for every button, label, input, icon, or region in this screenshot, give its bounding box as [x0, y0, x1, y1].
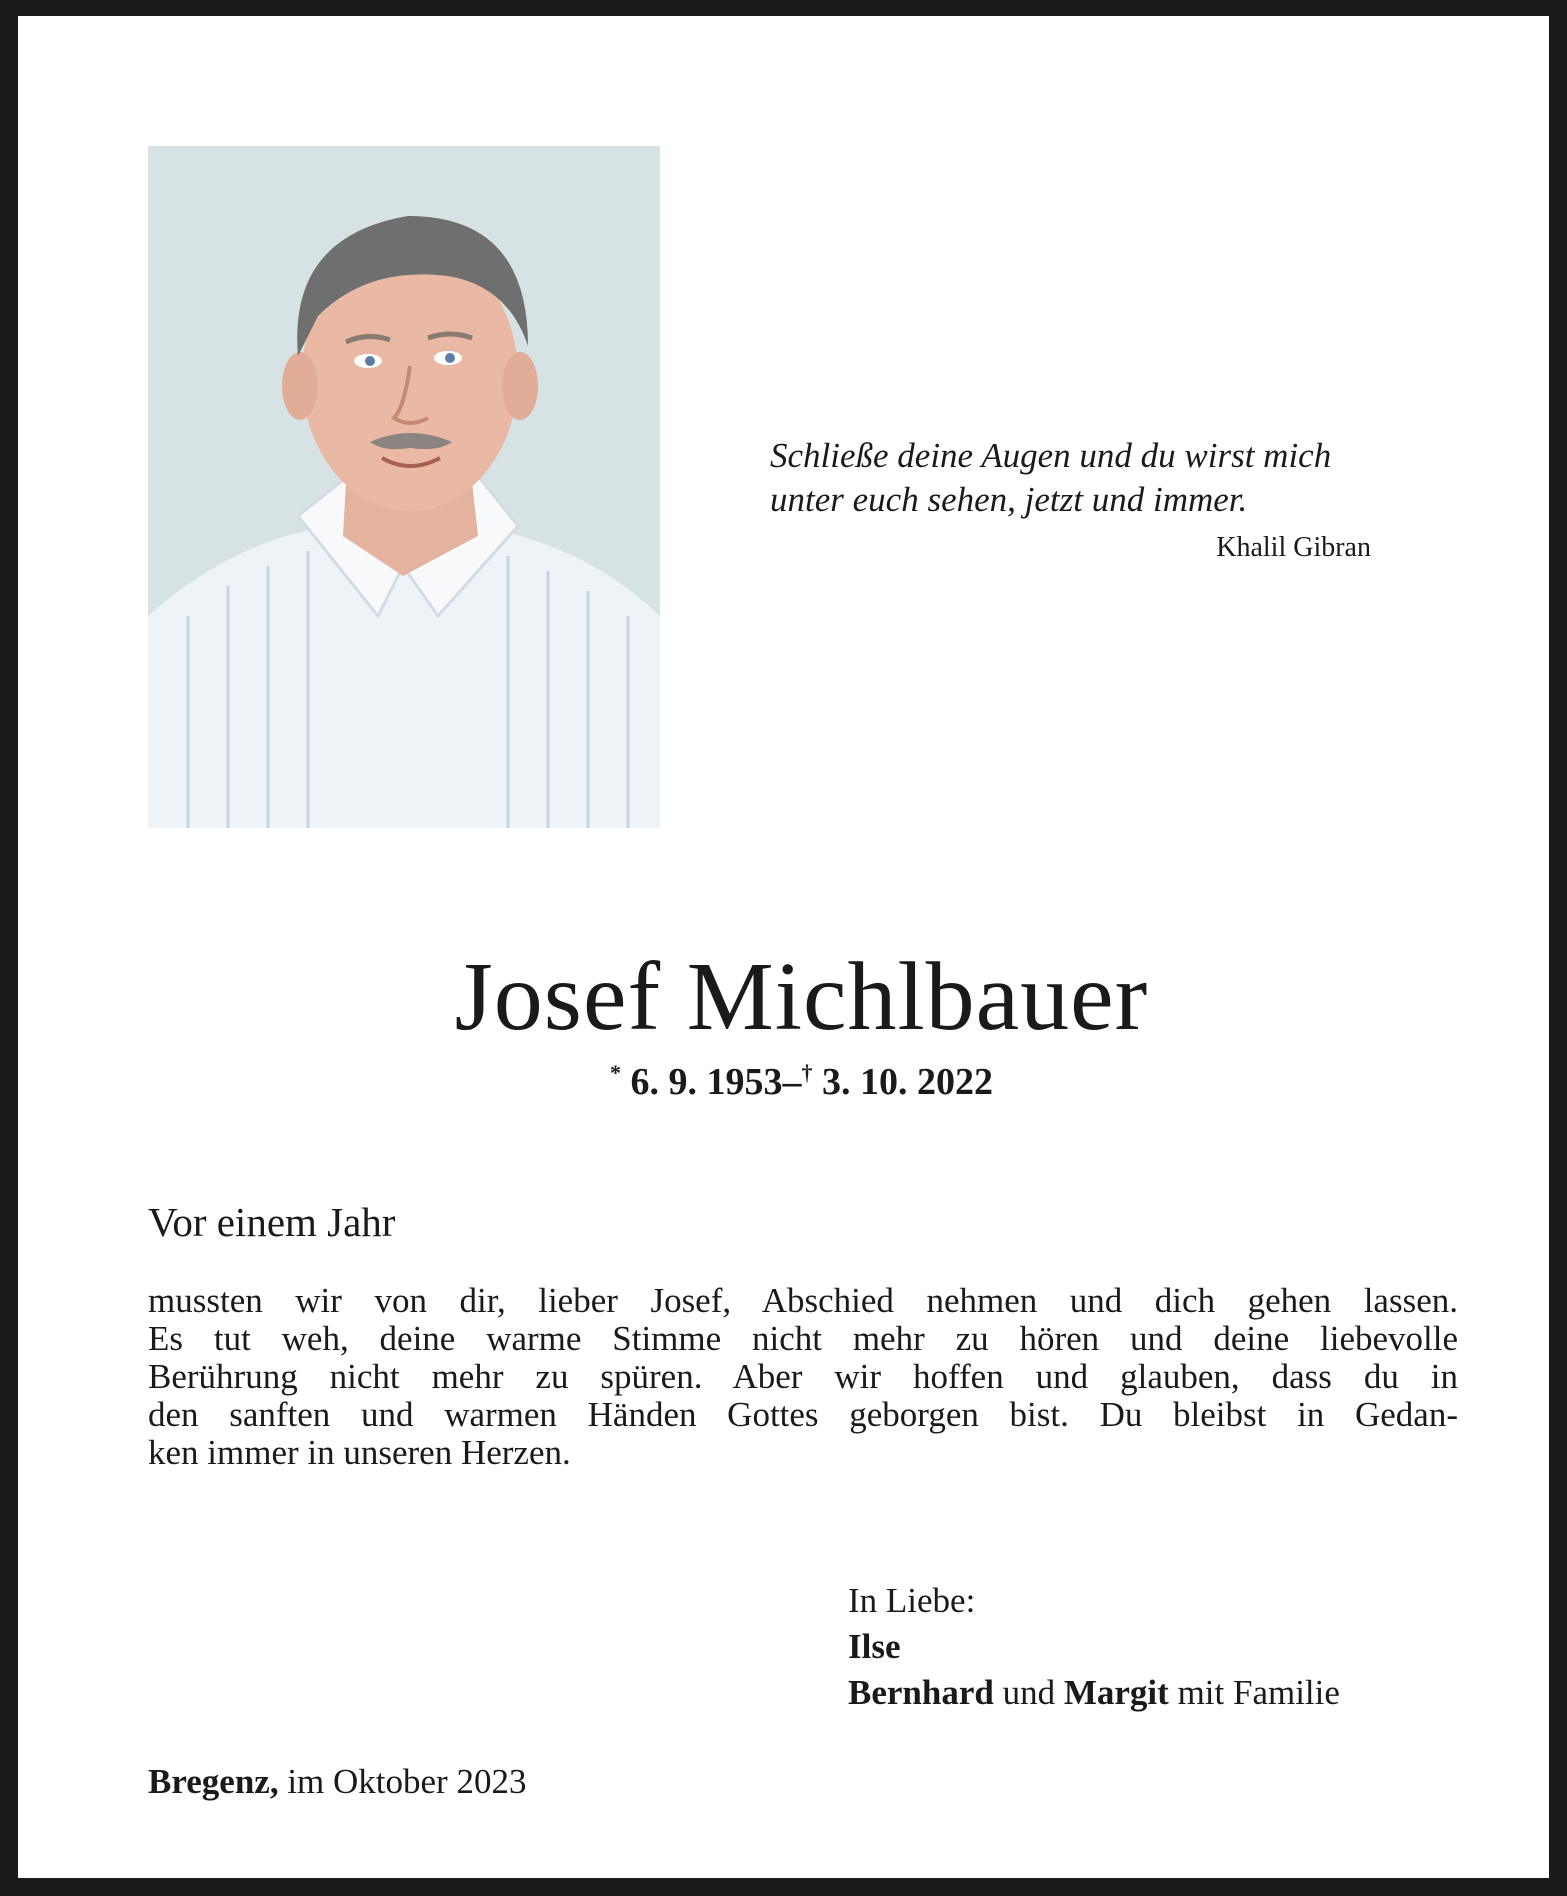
signoff-connector: und — [1002, 1673, 1056, 1712]
message-line-1: mussten wir von dir, lieber Josef, Abschied nehmen und dich gehen lassen. — [148, 1281, 1458, 1320]
deceased-name: Josef Michlbauer — [454, 943, 1149, 1051]
message-line-3: Berührung nicht mehr zu spüren. Aber wir hoffen und glauben, dass du in — [148, 1357, 1458, 1396]
date-separator: – — [782, 1061, 802, 1103]
mourner-ilse: Ilse — [848, 1627, 901, 1666]
life-dates — [18, 1060, 1567, 1104]
message-line-5: ken immer in unseren Herzen. — [148, 1433, 571, 1472]
portrait-illustration — [148, 146, 660, 828]
message-line-4: den sanften und warmen Händen Gottes geborgen bist. Du bleibst in Gedan- — [148, 1395, 1458, 1434]
birth-date: 6. 9. 1953 — [630, 1061, 783, 1103]
birth-symbol: * — [610, 1060, 621, 1085]
signoff-name-2 — [848, 1670, 1340, 1716]
mourner-margit: Margit — [1063, 1673, 1169, 1712]
quote-author: Khalil Gibran — [1216, 532, 1371, 563]
memorial-quote — [770, 434, 1410, 522]
message-body — [148, 1282, 1458, 1472]
message-intro: Vor einem Jahr — [148, 1199, 396, 1245]
quote-line-2: unter euch sehen, jetzt und immer. — [770, 480, 1248, 519]
message-line-2: Es tut weh, deine warme Stimme nicht mehr zu hören und deine liebevolle — [148, 1319, 1458, 1358]
place-city: Bregenz, — [148, 1762, 279, 1801]
place-and-date — [148, 1762, 526, 1802]
signoff-suffix: mit Familie — [1177, 1673, 1340, 1712]
signoff-label: In Liebe: — [848, 1581, 976, 1620]
place-date: im Oktober 2023 — [287, 1762, 527, 1801]
quote-line-1: Schließe deine Augen und du wirst mich — [770, 436, 1332, 475]
death-date: 3. 10. 2022 — [822, 1061, 993, 1103]
portrait-photo — [148, 146, 660, 828]
signoff-name-1 — [848, 1624, 1340, 1670]
mourner-bernhard: Bernhard — [848, 1673, 994, 1712]
signoff — [848, 1578, 1340, 1716]
death-symbol: † — [801, 1060, 813, 1085]
